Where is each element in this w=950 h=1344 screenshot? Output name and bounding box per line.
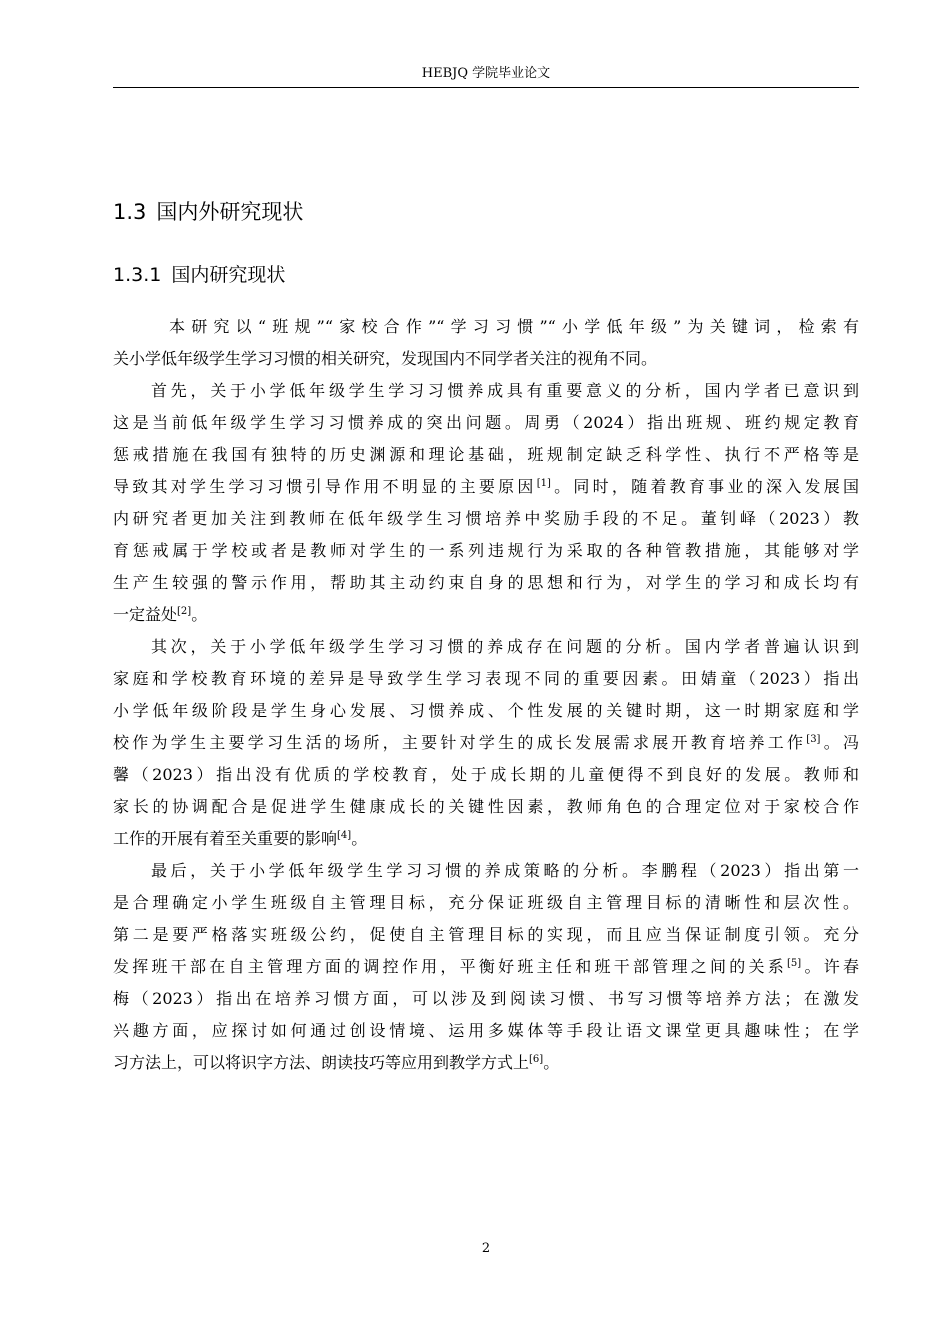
subsection-title: 国内研究现状	[171, 264, 286, 286]
running-header: HEBJQ 学院毕业论文	[421, 66, 551, 81]
paragraph-line	[113, 407, 859, 439]
paragraph-line	[113, 663, 859, 695]
paragraph-line	[113, 535, 859, 567]
header-rule	[113, 87, 859, 88]
line-text: 导致其对学生学习习惯引导作用不明显的主要原因	[113, 477, 537, 496]
section-number: 1.3	[113, 200, 147, 224]
citation-ref: [5]	[787, 958, 802, 969]
paragraph-line	[113, 855, 859, 887]
line-text: 其次，关于小学低年级学生学习习惯的养成存在问题的分析。国内学者普遍认识到	[151, 637, 859, 656]
line-text: 这是当前低年级学生学习习惯养成的突出问题。周勇（2024）指出班规、班约规定教育	[113, 413, 859, 432]
paragraph-line	[113, 1015, 859, 1047]
paragraph-line	[113, 919, 859, 951]
body-text	[113, 311, 859, 1079]
line-text: 育惩戒属于学校或者是教师对学生的一系列违规行为采取的各种管教措施，其能够对学	[113, 541, 859, 560]
line-text: 关小学低年级学生学习习惯的相关研究，发现国内不同学者关注的视角不同。	[113, 349, 658, 368]
paragraph-line	[113, 311, 859, 343]
paragraph-line	[113, 631, 859, 663]
line-text-continued: 。	[351, 829, 368, 848]
section-heading	[113, 197, 303, 227]
line-text: 本研究以“班规”“家校合作”“学习习惯”“小学低年级”为关键词，检索有	[169, 317, 859, 336]
paragraph-line	[113, 887, 859, 919]
paragraph	[113, 631, 859, 855]
paragraph-line	[113, 439, 859, 471]
subsection-number: 1.3.1	[113, 264, 162, 286]
line-text: 工作的开展有着至关重要的影响	[113, 829, 338, 848]
paragraph-line	[113, 375, 859, 407]
line-text-continued: 。冯	[820, 733, 859, 752]
paragraph-line	[113, 503, 859, 535]
line-text: 发挥班干部在自主管理方面的调控作用，平衡好班主任和班干部管理之间的关系	[113, 957, 788, 976]
line-text: 梅（2023）指出在培养习惯方面，可以涉及到阅读习惯、书写习惯等培养方法；在激发	[113, 989, 859, 1008]
line-text: 首先，关于小学低年级学生学习习惯养成具有重要意义的分析，国内学者已意识到	[151, 381, 859, 400]
line-text-continued: 。	[543, 1053, 560, 1072]
line-text: 最后，关于小学低年级学生学习习惯的养成策略的分析。李鹏程（2023）指出第一	[151, 861, 859, 880]
line-text: 内研究者更加关注到教师在低年级学生习惯培养中奖励手段的不足。董钊峄（2023）教	[113, 509, 859, 528]
line-text: 惩戒措施在我国有独特的历史渊源和理论基础，班规制定缺乏科学性、执行不严格等是	[113, 445, 859, 464]
line-text-continued: 。同时，随着教育事业的深入发展国	[550, 477, 859, 496]
paragraph-line	[113, 727, 859, 759]
line-text: 小学低年级阶段是学生身心发展、习惯养成、个性发展的关键时期，这一时期家庭和学	[113, 701, 859, 720]
line-text: 生产生较强的警示作用，帮助其主动约束自身的思想和行为，对学生的学习和成长均有	[113, 573, 859, 592]
subsection-heading	[113, 261, 285, 289]
line-text-continued: 。许春	[801, 957, 859, 976]
line-text: 一定益处	[113, 605, 178, 624]
paragraph-line	[113, 343, 859, 375]
citation-ref: [4]	[337, 830, 352, 841]
line-text: 习方法上，可以将识字方法、朗读技巧等应用到教学方式上	[113, 1053, 530, 1072]
page-number: 2	[481, 1241, 491, 1256]
line-text: 是合理确定小学生班级自主管理目标，充分保证班级自主管理目标的清晰性和层次性。	[113, 893, 859, 912]
paragraph-line	[113, 983, 859, 1015]
line-text: 校作为学生主要学习生活的场所，主要针对学生的成长发展需求展开教育培养工作	[113, 733, 807, 752]
citation-ref: [1]	[536, 478, 551, 489]
paragraph-line	[113, 599, 859, 631]
line-text-continued: 。	[191, 605, 208, 624]
paragraph-line	[113, 823, 859, 855]
citation-ref: [2]	[177, 606, 192, 617]
section-title: 国内外研究现状	[156, 200, 304, 224]
paragraph	[113, 375, 859, 631]
line-text: 兴趣方面，应探讨如何通过创设情境、运用多媒体等手段让语文课堂更具趣味性；在学	[113, 1021, 859, 1040]
line-text: 馨（2023）指出没有优质的学校教育，处于成长期的儿童便得不到良好的发展。教师和	[113, 765, 859, 784]
line-text: 第二是要严格落实班级公约，促使自主管理目标的实现，而且应当保证制度引领。充分	[113, 925, 859, 944]
paragraph-line	[113, 951, 859, 983]
line-text: 家长的协调配合是促进学生健康成长的关键性因素，教师角色的合理定位对于家校合作	[113, 797, 859, 816]
paragraph-line	[113, 791, 859, 823]
paragraph	[113, 855, 859, 1079]
paragraph-line	[113, 1047, 859, 1079]
paragraph-line	[113, 471, 859, 503]
paragraph-line	[113, 759, 859, 791]
paragraph-line	[113, 567, 859, 599]
paragraph-line	[113, 695, 859, 727]
citation-ref: [3]	[806, 734, 821, 745]
line-text: 家庭和学校教育环境的差异是导致学生学习表现不同的重要因素。田婧童（2023）指出	[113, 669, 859, 688]
citation-ref: [6]	[529, 1054, 544, 1065]
paragraph	[113, 311, 859, 375]
